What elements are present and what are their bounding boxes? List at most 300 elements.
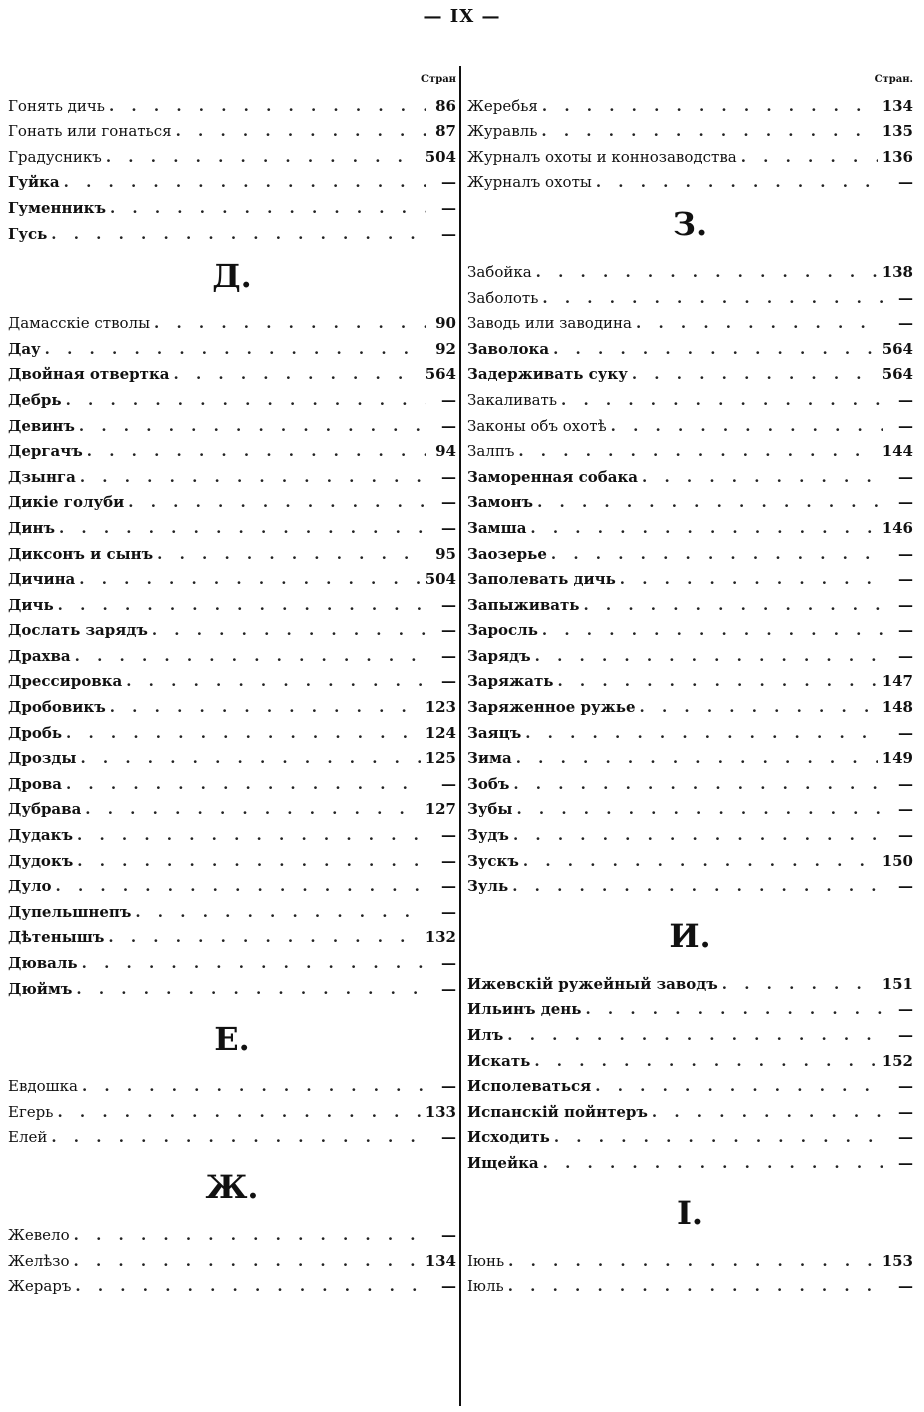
dot-leader <box>513 825 883 845</box>
dot-leader <box>596 172 883 192</box>
entry-term: Дичь <box>8 595 54 614</box>
index-entry <box>467 141 913 167</box>
entry-term: Ищейка <box>467 1153 539 1172</box>
dot-leader <box>176 121 426 141</box>
index-entry <box>467 256 913 282</box>
entry-term: Дуло <box>8 877 52 896</box>
dot-leader <box>174 364 421 384</box>
dot-leader <box>543 1153 883 1173</box>
entry-term: Зускъ <box>467 851 519 870</box>
index-entry <box>467 359 913 385</box>
entry-term: Гусь <box>8 224 48 243</box>
entry-page-number: 564 <box>424 365 456 384</box>
index-entry <box>8 768 456 794</box>
dot-leader <box>128 492 426 512</box>
entry-term: Заболоть <box>467 288 539 307</box>
index-entry <box>8 487 456 513</box>
entry-page-number: — <box>441 1077 456 1096</box>
entry-term: Журавль <box>467 122 538 141</box>
entry-term: Градусникъ <box>8 147 102 166</box>
index-entry <box>467 1271 913 1297</box>
entry-term: Журналъ охоты <box>467 173 592 192</box>
entry-term: Дрова <box>8 774 62 793</box>
dot-leader <box>106 147 421 167</box>
entry-term: Евдошка <box>8 1077 78 1096</box>
index-entry <box>467 436 913 462</box>
entry-page-number: 147 <box>881 672 913 691</box>
dot-leader <box>537 492 883 512</box>
index-entry <box>8 308 456 334</box>
entry-page-number: 149 <box>881 749 913 768</box>
entry-page-number: — <box>441 595 456 614</box>
index-entry <box>8 1071 456 1097</box>
entry-term: Илъ <box>467 1026 504 1044</box>
entry-page-number: 134 <box>881 96 913 115</box>
index-entry <box>467 282 913 308</box>
entry-term: Гуменникъ <box>8 198 106 217</box>
entry-page-number: — <box>441 851 456 870</box>
index-entry <box>467 1045 913 1071</box>
index-entry <box>8 410 456 436</box>
entry-page-number: 151 <box>881 974 913 993</box>
entry-term: Заросль <box>467 621 538 640</box>
entry-term: Дау <box>8 339 41 358</box>
entry-term: Зудъ <box>467 826 509 845</box>
left-sections <box>8 244 456 1305</box>
dot-leader <box>74 1225 426 1245</box>
entry-page-number: — <box>441 416 456 435</box>
entry-term: Задерживать суку <box>467 365 628 384</box>
page-column-header: Стран. <box>874 74 913 85</box>
dot-leader <box>523 851 878 871</box>
dot-leader <box>595 1076 883 1096</box>
entry-page-number: — <box>898 723 913 742</box>
dot-leader <box>152 620 426 640</box>
entry-term: Егерь <box>8 1102 54 1121</box>
index-entry <box>8 717 456 743</box>
dot-leader <box>82 1076 426 1096</box>
index-entry <box>8 359 456 385</box>
index-entry <box>8 589 456 615</box>
index-entry <box>467 845 913 871</box>
entry-term: Елей <box>8 1128 48 1147</box>
index-entry <box>467 512 913 538</box>
index-entry <box>467 1096 913 1122</box>
index-entry <box>467 410 913 436</box>
right-sections <box>467 192 913 1304</box>
entry-term: Гонять дичь <box>8 96 105 115</box>
entry-page-number: — <box>898 544 913 563</box>
entry-term: Журналъ охоты и коннозаводства <box>467 147 737 166</box>
section-letter-heading: I. <box>676 1193 704 1232</box>
entry-page-number: 152 <box>881 1051 913 1070</box>
entry-page-number: 148 <box>881 698 913 717</box>
entry-page-number: — <box>441 902 456 921</box>
entry-page-number: 132 <box>424 928 456 947</box>
entry-page-number: — <box>898 493 913 512</box>
entry-term: Зарядъ <box>467 646 531 665</box>
entry-page-number: — <box>441 518 456 537</box>
dot-leader <box>642 467 883 487</box>
dot-leader <box>561 390 883 410</box>
entry-page-number: — <box>441 224 456 243</box>
entry-term: Забойка <box>467 262 532 281</box>
page-column-header: Стран <box>421 74 456 85</box>
dot-leader <box>530 518 877 538</box>
entry-page-number: 138 <box>881 262 913 281</box>
index-entry <box>467 691 913 717</box>
entry-term: Замонъ <box>467 493 534 512</box>
index-entry <box>467 743 913 769</box>
dot-leader <box>741 147 878 167</box>
entry-page-number: — <box>441 1225 456 1244</box>
entry-term: Заозерье <box>467 544 547 563</box>
letter-section <box>8 244 456 1007</box>
entry-term: Желѣзо <box>8 1251 70 1270</box>
entry-term: Ижевскій ружейный заводъ <box>467 974 718 993</box>
entry-page-number: — <box>898 416 913 435</box>
index-entry <box>8 512 456 538</box>
entry-page-number: 135 <box>881 122 913 141</box>
index-entry <box>8 1219 456 1245</box>
dot-leader <box>722 974 878 994</box>
dot-leader <box>518 441 877 461</box>
index-entry <box>8 141 456 167</box>
section-letter-heading: И. <box>669 917 711 956</box>
index-entry <box>467 90 913 116</box>
dot-leader <box>536 262 878 282</box>
index-entry <box>467 1122 913 1148</box>
entry-term: Залпъ <box>467 442 515 461</box>
entry-term: Испанскій пойнтеръ <box>467 1102 648 1121</box>
dot-leader <box>554 1127 883 1147</box>
entry-term: Законы объ охотѣ <box>467 416 607 435</box>
dot-leader <box>154 313 426 333</box>
dot-leader <box>557 671 877 691</box>
entry-term: Драхва <box>8 646 71 665</box>
index-entry <box>467 564 913 590</box>
dot-leader <box>632 364 878 384</box>
index-entry <box>8 564 456 590</box>
entry-term: Дробовикъ <box>8 698 106 717</box>
entry-page-number: — <box>898 390 913 409</box>
index-entry <box>467 615 913 641</box>
index-entry <box>467 167 913 193</box>
dot-leader <box>640 697 878 717</box>
entry-term: Заводь или заводина <box>467 314 632 333</box>
dot-leader <box>620 569 883 589</box>
index-entry <box>8 436 456 462</box>
dot-leader <box>652 1102 883 1122</box>
index-entry <box>8 691 456 717</box>
entry-term: Динъ <box>8 518 55 537</box>
index-entry <box>8 973 456 999</box>
dot-leader <box>525 723 883 743</box>
entry-page-number: — <box>898 595 913 614</box>
index-entry <box>467 589 913 615</box>
entry-term: Исходить <box>467 1128 550 1147</box>
dot-leader <box>636 313 883 333</box>
index-entry <box>8 90 456 116</box>
index-entry <box>467 538 913 564</box>
index-entry <box>8 538 456 564</box>
index-entry <box>8 640 456 666</box>
dot-leader <box>513 774 883 794</box>
dot-leader <box>75 1276 426 1296</box>
entry-term: Дубрава <box>8 800 82 819</box>
entry-page-number: 123 <box>424 698 456 717</box>
entry-page-number: 87 <box>435 122 456 141</box>
entry-page-number: — <box>441 1277 456 1296</box>
entry-term: Заяцъ <box>467 723 522 742</box>
entry-page-number: 124 <box>424 723 456 742</box>
entry-page-number: — <box>441 877 456 896</box>
dot-leader <box>45 339 426 359</box>
entry-page-number: 144 <box>881 442 913 461</box>
entry-page-number: 504 <box>424 147 456 166</box>
dot-leader <box>57 1102 420 1122</box>
dot-leader <box>585 999 883 1019</box>
dot-leader <box>541 121 877 141</box>
entry-term: Іюль <box>467 1277 504 1296</box>
entry-term: Жеребья <box>467 96 538 115</box>
dot-leader <box>508 1276 883 1296</box>
entry-term: Жераръ <box>8 1277 72 1296</box>
entry-term: Дюймъ <box>8 979 73 998</box>
entry-term: Дупельшнепъ <box>8 902 132 921</box>
entry-term: Закаливать <box>467 390 557 409</box>
entry-page-number: — <box>898 1077 913 1096</box>
entry-page-number: 146 <box>881 518 913 537</box>
entry-term: Искать <box>467 1051 531 1070</box>
dot-leader <box>109 96 426 116</box>
index-entry <box>467 968 913 994</box>
dot-leader <box>82 953 426 973</box>
index-entry <box>8 167 456 193</box>
dot-leader <box>66 390 426 410</box>
index-entry <box>8 218 456 244</box>
entry-page-number: 127 <box>424 800 456 819</box>
column-divider <box>459 66 461 1406</box>
dot-leader <box>553 339 878 359</box>
index-entry <box>8 384 456 410</box>
entry-term: Заряженное ружье <box>467 698 636 717</box>
entry-term: Дрозды <box>8 749 77 768</box>
entry-term: Дебрь <box>8 390 62 409</box>
dot-leader <box>110 697 421 717</box>
entry-page-number: 134 <box>424 1251 456 1270</box>
entry-page-number: — <box>898 1128 913 1147</box>
dot-leader <box>157 544 426 564</box>
entry-page-number: — <box>898 877 913 896</box>
entry-page-number: — <box>898 570 913 589</box>
letter-section <box>467 904 913 1181</box>
entry-page-number: — <box>898 774 913 793</box>
entry-term: Дикіе голуби <box>8 493 125 512</box>
entry-page-number: — <box>441 672 456 691</box>
index-entry <box>467 994 913 1020</box>
dot-leader <box>507 1025 883 1045</box>
entry-page-number: — <box>441 467 456 486</box>
index-entry <box>467 461 913 487</box>
index-entry <box>467 1071 913 1097</box>
entry-page-number: — <box>898 288 913 307</box>
dot-leader <box>516 748 878 768</box>
entry-page-number: — <box>898 314 913 333</box>
index-entry <box>8 333 456 359</box>
index-entry <box>467 308 913 334</box>
dot-leader <box>108 927 420 947</box>
section-letter-heading: Е. <box>214 1019 250 1058</box>
entry-page-number: — <box>441 646 456 665</box>
entry-term: Дудакъ <box>8 826 73 845</box>
index-entry <box>8 461 456 487</box>
entry-term: Жевело <box>8 1225 70 1244</box>
letter-section <box>8 1155 456 1304</box>
dot-leader <box>512 876 883 896</box>
entry-page-number: 153 <box>881 1251 913 1270</box>
dot-leader <box>58 595 426 615</box>
index-entry <box>8 819 456 845</box>
dot-leader <box>85 799 420 819</box>
entry-term: Дослать зарядъ <box>8 621 148 640</box>
right-pre-entries <box>467 90 913 192</box>
entry-term: Гуйка <box>8 173 60 192</box>
entry-page-number: — <box>898 1102 913 1121</box>
dot-leader <box>66 723 421 743</box>
dot-leader <box>66 774 426 794</box>
entry-term: Заволока <box>467 339 550 358</box>
index-entry <box>8 615 456 641</box>
dot-leader <box>126 671 426 691</box>
index-entry <box>467 1147 913 1173</box>
dot-leader <box>59 518 426 538</box>
index-entry <box>8 1096 456 1122</box>
entry-page-number: — <box>441 493 456 512</box>
index-entry <box>8 1122 456 1148</box>
entry-page-number: — <box>441 774 456 793</box>
dot-leader <box>542 620 883 640</box>
entry-term: Замша <box>467 518 527 537</box>
letter-section <box>8 1007 456 1156</box>
dot-leader <box>535 646 883 666</box>
dot-leader <box>77 825 426 845</box>
entry-page-number: 150 <box>881 851 913 870</box>
entry-term: Дрессировка <box>8 672 123 691</box>
index-entry <box>8 743 456 769</box>
dot-leader <box>64 172 426 192</box>
entry-page-number: 564 <box>881 339 913 358</box>
entry-page-number: — <box>898 1000 913 1019</box>
dot-leader <box>51 1127 426 1147</box>
right-column <box>467 70 913 1304</box>
page-number: — IX — <box>423 6 501 27</box>
entry-page-number: 90 <box>435 314 456 333</box>
dot-leader <box>79 416 426 436</box>
entry-term: Зима <box>467 749 512 768</box>
dot-leader <box>79 569 420 589</box>
index-entry <box>8 1271 456 1297</box>
dot-leader <box>542 288 883 308</box>
dot-leader <box>135 902 426 922</box>
entry-term: Заполевать дичь <box>467 570 616 589</box>
entry-page-number: 125 <box>424 749 456 768</box>
index-entry <box>467 384 913 410</box>
dot-leader <box>74 1251 421 1271</box>
entry-page-number: — <box>441 173 456 192</box>
dot-leader <box>80 748 420 768</box>
entry-page-number: 564 <box>881 365 913 384</box>
entry-page-number: — <box>441 979 456 998</box>
index-entry <box>467 871 913 897</box>
entry-term: Двойная отвертка <box>8 365 170 384</box>
entry-term: Диксонъ и сынъ <box>8 544 154 563</box>
section-letter-heading: З. <box>672 205 708 244</box>
entry-page-number: — <box>898 646 913 665</box>
index-entry <box>467 768 913 794</box>
entry-term: Зубы <box>467 800 513 819</box>
dot-leader <box>551 544 883 564</box>
entry-term: Запыживать <box>467 595 580 614</box>
dot-leader <box>87 441 426 461</box>
dot-leader <box>516 799 883 819</box>
entry-page-number: — <box>898 621 913 640</box>
index-entry <box>467 640 913 666</box>
entry-page-number: — <box>898 800 913 819</box>
dot-leader <box>534 1051 877 1071</box>
entry-page-number: — <box>898 467 913 486</box>
entry-page-number: 133 <box>424 1102 456 1121</box>
index-entry <box>8 947 456 973</box>
entry-page-number: 504 <box>424 570 456 589</box>
dot-leader <box>110 198 426 218</box>
index-entry <box>8 845 456 871</box>
index-entry <box>467 1245 913 1271</box>
dot-leader <box>611 416 883 436</box>
left-column <box>8 70 456 1304</box>
index-entry <box>467 1019 913 1045</box>
index-entry <box>467 333 913 359</box>
index-entry <box>467 116 913 142</box>
entry-page-number: — <box>898 1026 913 1044</box>
section-letter-heading: Ж. <box>205 1168 259 1207</box>
dot-leader <box>75 646 426 666</box>
left-pre-entries <box>8 90 456 244</box>
entry-term: Дюваль <box>8 954 78 972</box>
index-entry <box>8 922 456 948</box>
letter-section <box>467 1181 913 1304</box>
index-entry <box>467 487 913 513</box>
index-entry <box>8 794 456 820</box>
entry-page-number: — <box>441 621 456 640</box>
dot-leader <box>542 96 878 116</box>
index-entry <box>467 819 913 845</box>
entry-term: Заморенная собака <box>467 467 638 486</box>
index-entry <box>467 794 913 820</box>
entry-page-number: — <box>441 1128 456 1147</box>
entry-term: Дудокъ <box>8 851 74 870</box>
entry-term: Гонать или гонаться <box>8 122 172 141</box>
entry-term: Дергачъ <box>8 442 83 461</box>
dot-leader <box>51 224 426 244</box>
entry-term: Дробь <box>8 723 63 742</box>
index-entry <box>467 666 913 692</box>
index-entry <box>8 116 456 142</box>
entry-term: Девинъ <box>8 416 75 435</box>
entry-page-number: — <box>441 198 456 217</box>
entry-page-number: — <box>441 390 456 409</box>
entry-page-number: — <box>898 1153 913 1172</box>
